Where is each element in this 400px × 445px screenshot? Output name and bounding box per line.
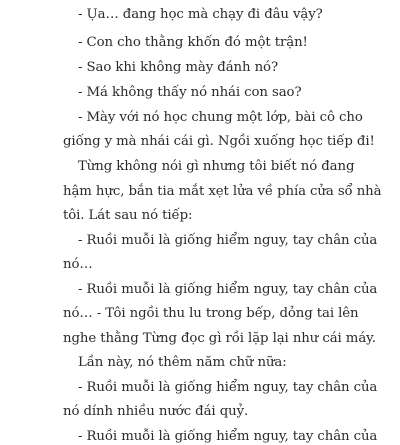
text-line: - Ruồi muỗi là giống hiểm nguy, tay chân của [78,282,378,297]
text-line: hậm hực, bắn tia mắt xẹt lửa về phía cửa sổ nhà [63,184,382,199]
text-line: Từng không nói gì nhưng tôi biết nó đang [78,159,355,174]
text-line: - Ruồi muỗi là giống hiểm nguy, tay chân của [78,380,378,395]
text-line: - Con cho thằng khốn đó một trận! [78,35,308,50]
text-line: nghe thằng Từng đọc gì rồi lặp lại như cái máy. [63,331,376,346]
text-line: nó… [63,257,93,272]
text-line: - Mày với nó học chung một lớp, bài cô cho [78,110,363,125]
text-line: giống y mà nhái cái gì. Ngồi xuống học tiếp đi! [63,134,375,149]
text-line: Lần này, nó thêm năm chữ nữa: [78,355,287,370]
text-line: - Sao khi không mày đánh nó? [78,60,278,75]
text-line: tôi. Lát sau nó tiếp: [63,208,193,223]
text-line: nó… - Tôi ngồi thu lu trong bếp, dỏng tai lên [63,306,359,321]
text-line: - Ruồi muỗi là giống hiểm nguy, tay chân của [78,233,378,248]
text-line: nó dính nhiều nước đái quỷ. [63,404,249,419]
text-line: - Ụa… đang học mà chạy đi đâu vậy? [78,7,323,22]
text-line: - Ruồi muỗi là giống hiểm nguy, tay chân của [78,429,378,444]
text-line: - Má không thấy nó nhái con sao? [78,85,302,100]
